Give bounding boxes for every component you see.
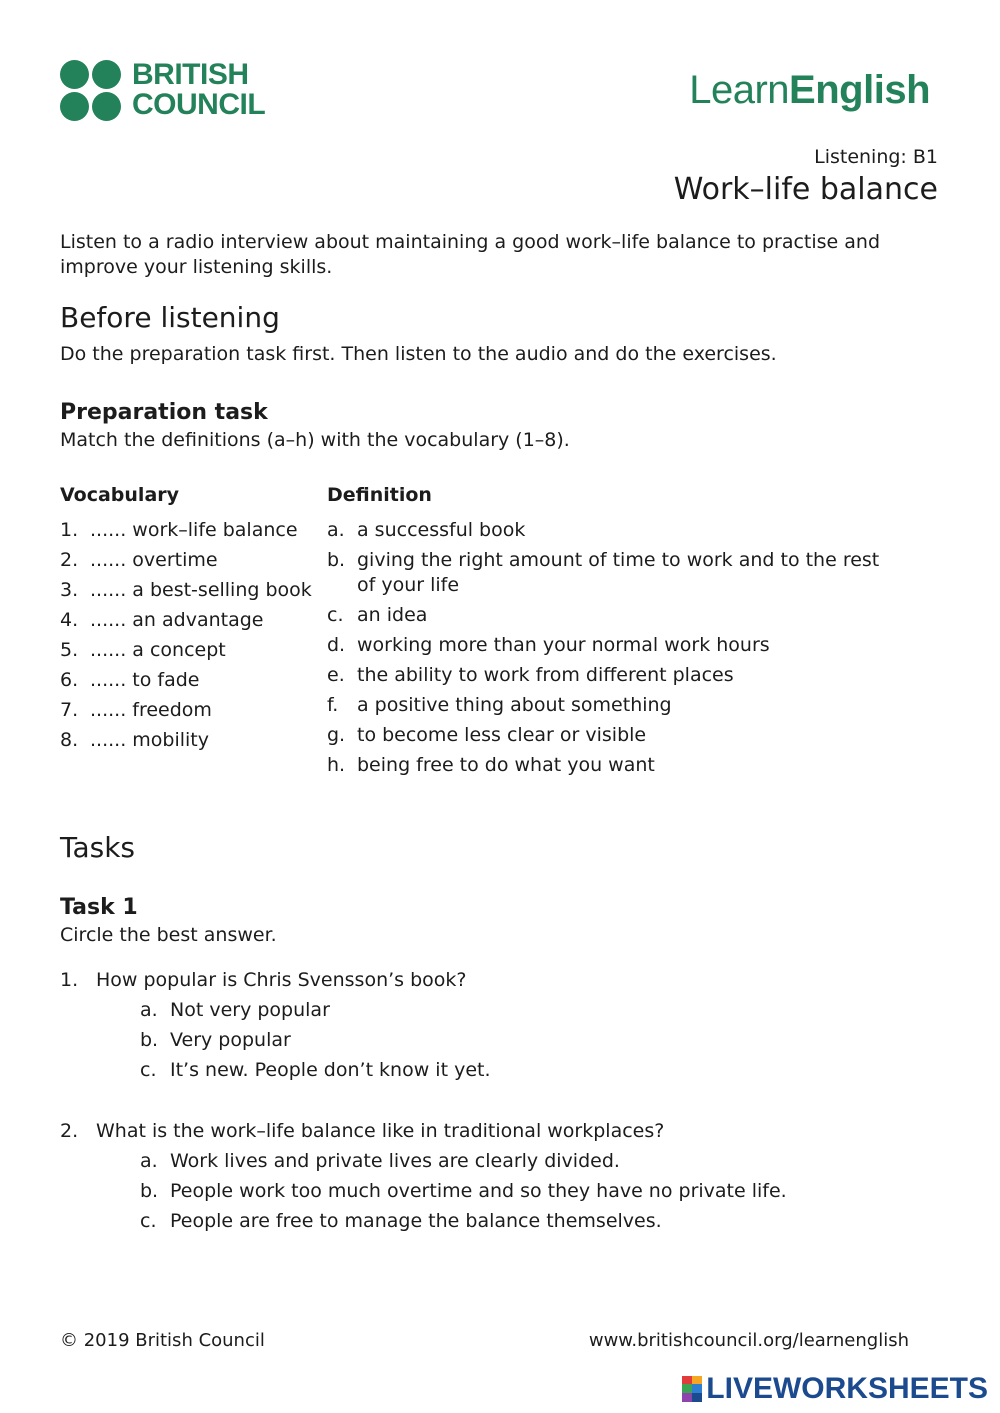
level-label: Listening: B1 — [814, 146, 938, 168]
preparation-heading: Preparation task — [60, 400, 268, 425]
option-text: People are free to manage the balance themselves. — [170, 1210, 662, 1232]
definition-text: to become less clear or visible — [357, 724, 647, 746]
question-1 — [60, 968, 940, 1088]
vocab-item — [60, 578, 312, 603]
learnenglish-logo-english: English — [789, 68, 930, 112]
question-1-stem — [60, 968, 940, 993]
vocab-number: 2. — [60, 549, 79, 571]
vocab-text: ...... mobility — [90, 729, 210, 751]
definition-header: Definition — [327, 484, 432, 506]
vocab-item — [60, 518, 312, 543]
definition-text: working more than your normal work hours — [357, 634, 770, 656]
definition-letter: b. — [327, 549, 346, 571]
definition-text: giving the right amount of time to work and to the rest of your life — [357, 549, 880, 596]
vocab-number: 6. — [60, 669, 79, 691]
before-listening-instruction: Do the preparation task first. Then listen to the audio and do the exercises. — [60, 343, 777, 365]
option-text: Work lives and private lives are clearly divided. — [170, 1150, 620, 1172]
definition-letter: a. — [327, 519, 345, 541]
option-letter: c. — [140, 1210, 157, 1232]
question-text-row — [60, 1119, 940, 1144]
vocab-text: ...... to fade — [90, 669, 200, 691]
definition-letter: d. — [327, 634, 346, 656]
task1-heading: Task 1 — [60, 895, 138, 920]
answer-option[interactable] — [60, 1149, 940, 1174]
footer-url[interactable]: www.britishcouncil.org/learnenglish — [588, 1330, 909, 1351]
question-number: 1. — [60, 969, 79, 991]
definition-text: the ability to work from different places — [357, 664, 734, 686]
answer-option[interactable] — [60, 1058, 940, 1083]
vocabulary-header: Vocabulary — [60, 484, 180, 506]
definition-item — [327, 723, 902, 748]
definition-text: an idea — [357, 604, 428, 626]
vocab-text: ...... a concept — [90, 639, 226, 661]
definition-item — [327, 518, 902, 543]
question-2-stem — [60, 1119, 940, 1144]
option-letter: b. — [140, 1180, 159, 1202]
vocab-number: 7. — [60, 699, 79, 721]
option-text: People work too much overtime and so they have no private life. — [170, 1180, 787, 1202]
answer-option[interactable] — [60, 1209, 940, 1234]
definition-item — [327, 693, 902, 718]
task1-instruction: Circle the best answer. — [60, 924, 277, 946]
british-council-wordmark — [132, 60, 265, 120]
vocab-number: 4. — [60, 609, 79, 631]
answer-option[interactable] — [60, 1028, 940, 1053]
question-text-row — [60, 968, 940, 993]
definition-letter: c. — [327, 604, 344, 626]
definition-letter: h. — [327, 754, 346, 776]
option-letter: a. — [140, 1150, 158, 1172]
question-2 — [60, 1119, 940, 1239]
definition-text: a positive thing about something — [357, 694, 672, 716]
option-text: Not very popular — [170, 999, 330, 1021]
bc-logo-line1: BRITISH — [132, 58, 249, 91]
option-text: Very popular — [170, 1029, 291, 1051]
vocabulary-list — [60, 518, 312, 758]
copyright: © 2019 British Council — [60, 1330, 265, 1351]
definition-list — [327, 518, 902, 783]
preparation-instruction: Match the definitions (a–h) with the vocabulary (1–8). — [60, 429, 570, 451]
definition-letter: g. — [327, 724, 346, 746]
liveworksheets-wordmark: LIVEWORKSHEETS — [706, 1372, 988, 1405]
british-council-logo — [60, 60, 290, 122]
vocab-item — [60, 728, 312, 753]
vocab-text: ...... an advantage — [90, 609, 264, 631]
vocab-number: 3. — [60, 579, 79, 601]
learnenglish-logo-learn: Learn — [689, 68, 790, 112]
answer-option[interactable] — [60, 1179, 940, 1204]
definition-item — [327, 663, 902, 688]
definition-text: a successful book — [357, 519, 526, 541]
vocab-number: 8. — [60, 729, 79, 751]
vocab-text: ...... freedom — [90, 699, 212, 721]
definition-item — [327, 633, 902, 658]
vocab-item — [60, 548, 312, 573]
option-letter: a. — [140, 999, 158, 1021]
question-text: How popular is Chris Svensson’s book? — [96, 969, 467, 991]
vocab-text: ...... work–life balance — [90, 519, 298, 541]
question-number: 2. — [60, 1120, 79, 1142]
tasks-heading: Tasks — [60, 831, 136, 864]
vocab-item — [60, 698, 312, 723]
definition-text: being free to do what you want — [357, 754, 655, 776]
vocab-item — [60, 668, 312, 693]
page-title: Work–life balance — [673, 172, 938, 207]
vocab-number: 5. — [60, 639, 79, 661]
british-council-dots-icon — [60, 60, 122, 122]
definition-item — [327, 603, 902, 628]
option-letter: b. — [140, 1029, 159, 1051]
intro-text: Listen to a radio interview about maintaining a good work–life balance to practise and improve your listening skills. — [60, 231, 881, 278]
question-2-options — [60, 1149, 940, 1234]
liveworksheets-icon — [682, 1376, 702, 1402]
definition-item — [327, 548, 902, 598]
vocab-number: 1. — [60, 519, 79, 541]
learnenglish-logo — [689, 68, 930, 113]
vocab-text: ...... overtime — [90, 549, 218, 571]
bc-logo-line2: COUNCIL — [132, 88, 266, 121]
vocab-text: ...... a best-selling book — [90, 579, 312, 601]
before-listening-heading: Before listening — [60, 301, 280, 334]
vocab-item — [60, 608, 312, 633]
answer-option[interactable] — [60, 998, 940, 1023]
option-text: It’s new. People don’t know it yet. — [170, 1059, 491, 1081]
question-1-options — [60, 998, 940, 1083]
vocab-item — [60, 638, 312, 663]
liveworksheets-watermark — [682, 1374, 988, 1404]
question-text: What is the work–life balance like in traditional workplaces? — [96, 1120, 665, 1142]
definition-item — [327, 753, 902, 778]
definition-letter: f. — [327, 694, 339, 716]
definition-letter: e. — [327, 664, 345, 686]
option-letter: c. — [140, 1059, 157, 1081]
